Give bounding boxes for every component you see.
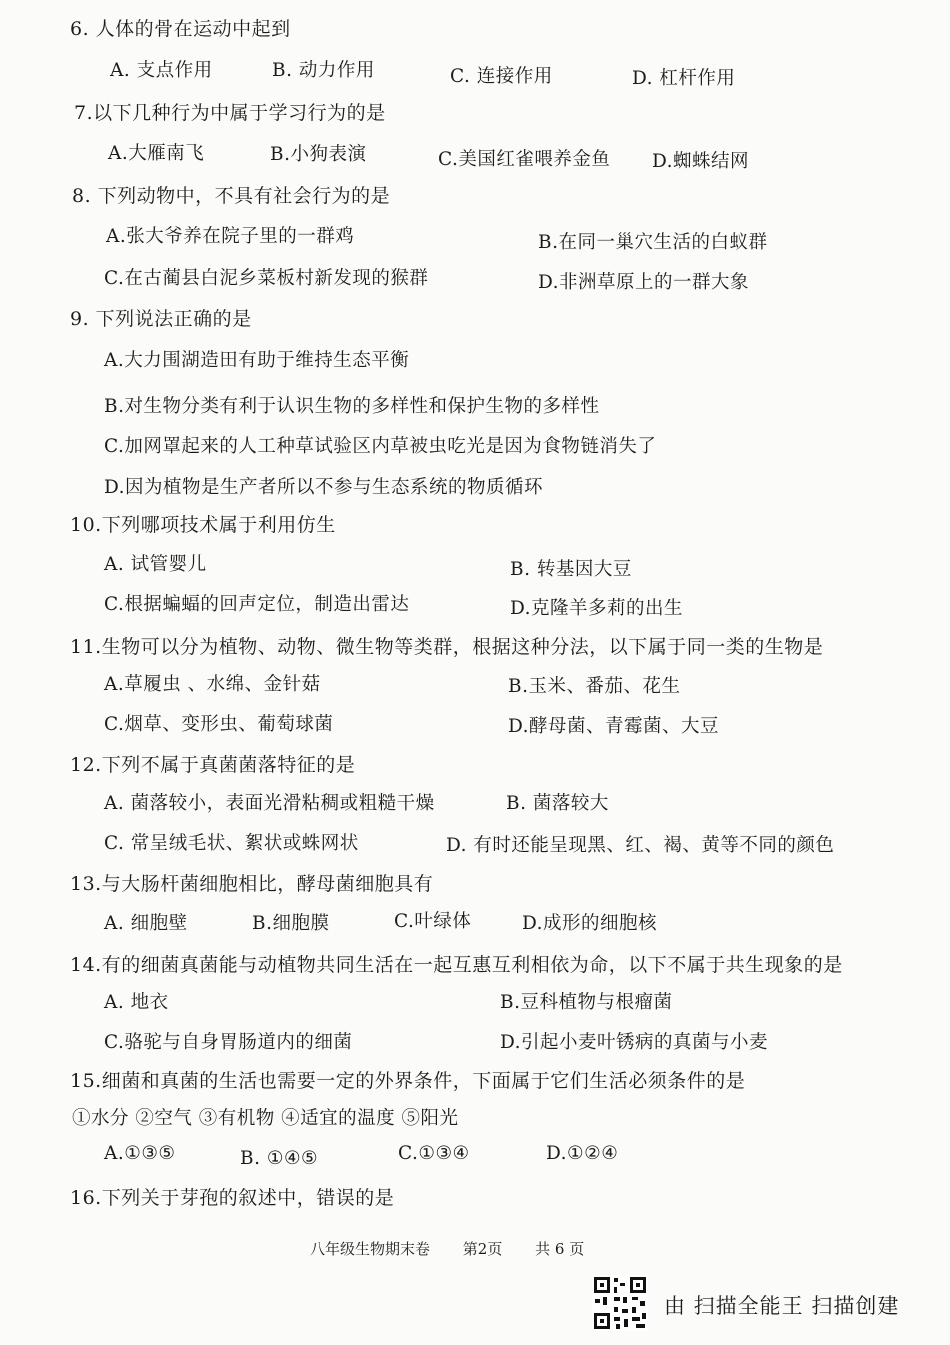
- question-12-option-c: C. 常呈绒毛状、絮状或蛛网状: [104, 833, 359, 854]
- question-7-option-d: D.蜘蛛结网: [652, 151, 750, 172]
- question-15-option-c: C.①③④: [398, 1143, 470, 1164]
- question-9-stem: 9. 下列说法正确的是: [70, 308, 252, 330]
- question-6-option-c: C. 连接作用: [450, 66, 553, 87]
- question-7-option-b: B.小狗表演: [270, 144, 367, 165]
- page-footer: [310, 1238, 612, 1259]
- question-13-option-a: A. 细胞壁: [104, 913, 188, 934]
- question-10-option-b: B. 转基因大豆: [510, 559, 632, 580]
- question-14-option-d: D.引起小麦叶锈病的真菌与小麦: [500, 1032, 769, 1053]
- question-13-stem: 13.与大肠杆菌细胞相比，酵母菌细胞具有: [70, 873, 434, 895]
- question-15-option-b: B. ①④⑤: [240, 1148, 319, 1169]
- question-11-option-d: D.酵母菌、青霉菌、大豆: [508, 716, 720, 737]
- question-6-option-d: D. 杠杆作用: [632, 68, 736, 89]
- question-7-stem: 7.以下几种行为中属于学习行为的是: [74, 102, 386, 124]
- question-15-option-d: D.①②④: [546, 1143, 619, 1164]
- footer-total-pages: 共 6 页: [535, 1240, 585, 1258]
- question-10-option-d: D.克隆羊多莉的出生: [510, 598, 684, 619]
- question-14-option-c: C.骆驼与自身胃肠道内的细菌: [104, 1032, 353, 1053]
- question-11-option-c: C.烟草、变形虫、葡萄球菌: [104, 714, 334, 735]
- question-12-option-a: A. 菌落较小，表面光滑粘稠或粗糙干燥: [104, 793, 435, 814]
- question-9-option-c: C.加网罩起来的人工种草试验区内草被虫吃光是因为食物链消失了: [104, 436, 657, 457]
- question-10-option-a: A. 试管婴儿: [104, 554, 207, 575]
- question-11-option-b: B.玉米、番茄、花生: [508, 676, 681, 697]
- question-7-option-a: A.大雁南飞: [108, 143, 205, 164]
- question-8-option-c: C.在古蔺县白泥乡菜板村新发现的猴群: [104, 268, 429, 289]
- question-9-option-b: B.对生物分类有利于认识生物的多样性和保护生物的多样性: [104, 396, 600, 417]
- question-10-option-c: C.根据蝙蝠的回声定位，制造出雷达: [104, 594, 410, 615]
- question-8-option-d: D.非洲草原上的一群大象: [538, 272, 750, 293]
- question-9-option-a: A.大力围湖造田有助于维持生态平衡: [104, 350, 410, 371]
- question-9-option-d: D.因为植物是生产者所以不参与生态系统的物质循环: [104, 477, 544, 498]
- question-6-stem: 6. 人体的骨在运动中起到: [70, 18, 291, 40]
- question-6-option-a: A. 支点作用: [110, 60, 213, 81]
- question-12-stem: 12.下列不属于真菌菌落特征的是: [70, 754, 356, 776]
- question-13-option-b: B.细胞膜: [252, 913, 330, 934]
- question-15-option-a: A.①③⑤: [104, 1143, 176, 1164]
- question-11-option-a: A.草履虫 、水绵、金针菇: [104, 674, 321, 695]
- question-13-option-d: D.成形的细胞核: [522, 913, 658, 934]
- question-12-option-d: D. 有时还能呈现黑、红、褐、黄等不同的颜色: [446, 835, 835, 856]
- question-12-option-b: B. 菌落较大: [506, 793, 609, 814]
- question-8-option-b: B.在同一巢穴生活的白蚁群: [538, 232, 768, 253]
- question-11-stem: 11.生物可以分为植物、动物、微生物等类群，根据这种分法，以下属于同一类的生物是: [70, 636, 824, 658]
- question-14-option-b: B.豆科植物与根瘤菌: [500, 992, 673, 1013]
- question-8-option-a: A.张大爷养在院子里的一群鸡: [106, 226, 355, 247]
- question-15-stem: 15.细菌和真菌的生活也需要一定的外界条件，下面属于它们生活必须条件的是: [70, 1070, 746, 1092]
- question-8-stem: 8. 下列动物中，不具有社会行为的是: [72, 185, 391, 207]
- qr-code-icon: [592, 1275, 648, 1331]
- question-6-option-b: B. 动力作用: [272, 60, 375, 81]
- question-14-stem: 14.有的细菌真菌能与动植物共同生活在一起互惠互利相依为命，以下不属于共生现象的是: [70, 954, 843, 976]
- question-14-option-a: A. 地衣: [104, 992, 169, 1013]
- footer-page-number: 第2页: [462, 1240, 503, 1258]
- scanner-watermark-text: 由 扫描全能王 扫描创建: [664, 1294, 900, 1318]
- question-7-option-c: C.美国红雀喂养金鱼: [438, 149, 611, 170]
- question-10-stem: 10.下列哪项技术属于利用仿生: [70, 514, 336, 536]
- question-15-conditions: ①水分 ②空气 ③有机物 ④适宜的温度 ⑤阳光: [72, 1108, 459, 1129]
- question-13-option-c: C.叶绿体: [394, 911, 472, 932]
- question-16-stem: 16.下列关于芽孢的叙述中，错误的是: [70, 1187, 395, 1209]
- footer-exam-title: 八年级生物期末卷: [310, 1240, 431, 1258]
